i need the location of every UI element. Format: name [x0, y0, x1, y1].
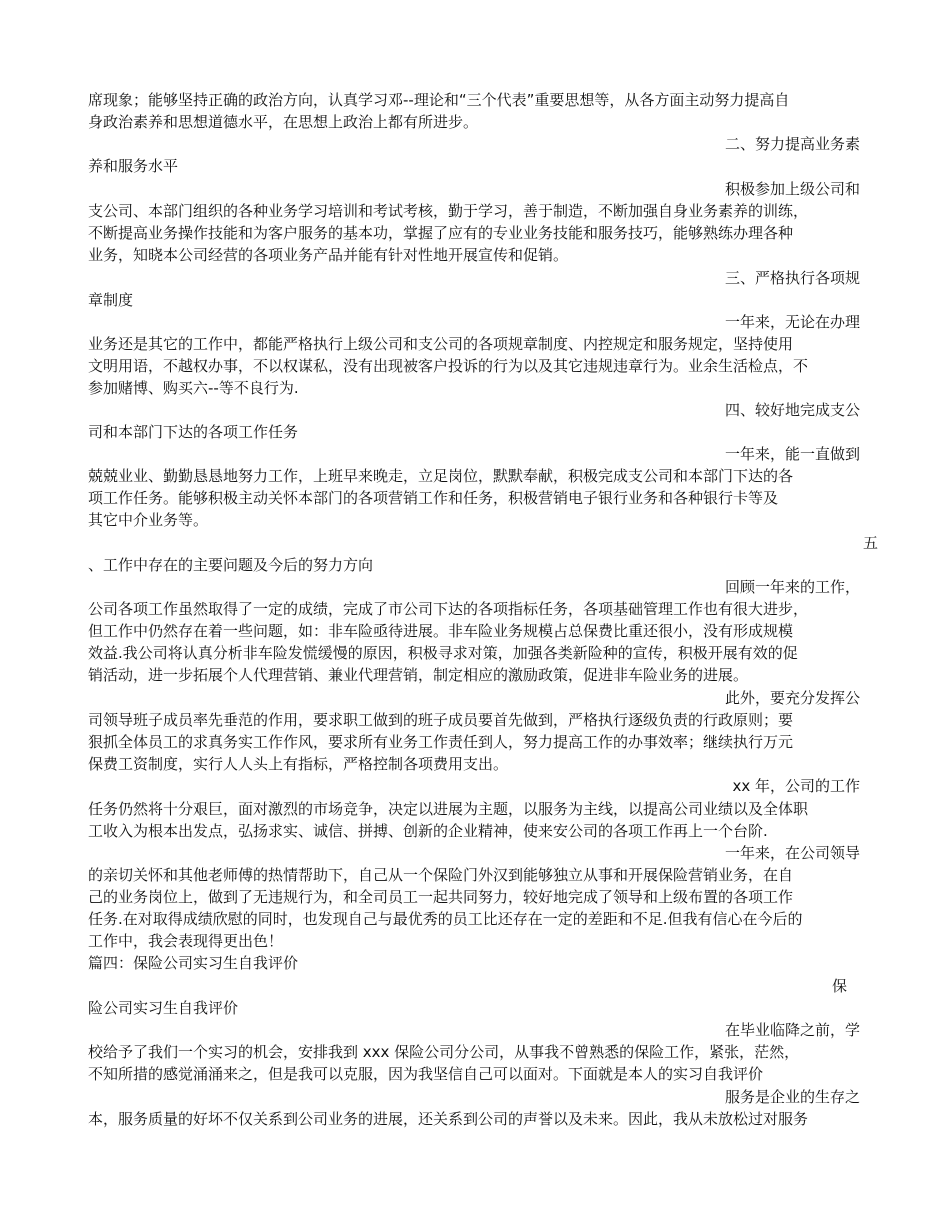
text-line: 身政治素养和思想道德水平，在思想上政治上都有所进步。 — [88, 113, 479, 131]
text-line: 一年来，在公司领导 — [724, 844, 860, 862]
text-line: 的亲切关怀和其他老师傅的热情帮助下，自己从一个保险门外汉到能够独立从事和开展保险营销业务，在自 — [88, 866, 794, 884]
text-line: 保费工资制度，实行人人头上有指标，严格控制各项费用支出。 — [88, 755, 509, 773]
text-line: 服务是企业的生存之 — [724, 1088, 860, 1106]
text-line: 支公司、本部门组织的各种业务学习培训和考试考核，勤于学习，善于制造，不断加强自身业务素养的训练， — [88, 202, 809, 220]
text-line: 业务，知晓本公司经营的各项业务产品并能有针对性地开展宣传和促销。 — [88, 246, 569, 264]
text-line: 任务.在对取得成绩欣慰的同时，也发现自己与最优秀的员工比还存在一定的差距和不足.但我有信心在今后的 — [88, 910, 803, 928]
section-heading: 章制度 — [88, 291, 134, 309]
text-line: 业务还是其它的工作中，都能严格执行上级公司和支公司的各项规章制度、内控规定和服务规定，坚持使用 — [88, 335, 794, 353]
text-line: 参加赌博、购买六--等不良行为. — [88, 379, 299, 397]
text-line: 不断提高业务操作技能和为客户服务的基本功，掌握了应有的专业业务技能和服务技巧，能够熟练办理各种 — [88, 224, 794, 242]
text-line: 己的业务岗位上，做到了无违规行为，和全司员工一起共同努力，较好地完成了领导和上级布置的各项工作 — [88, 888, 794, 906]
section-heading: 四、较好地完成支公 — [724, 401, 860, 419]
section-heading: 养和服务水平 — [88, 157, 179, 175]
section-heading: 二、努力提高业务素 — [724, 135, 860, 153]
section-heading: 司和本部门下达的各项工作任务 — [88, 423, 299, 441]
text-line: 一年来，能一直做到 — [724, 445, 860, 463]
text-line: 效益.我公司将认真分析非车险发慌缓慢的原因，积极寻求对策，加强各类新险种的宣传，积极开展有效的促 — [88, 644, 798, 662]
text-line: 此外，要充分发挥公 — [724, 689, 860, 707]
section-heading: 五 — [862, 534, 878, 552]
text-line: 工作中，我会表现得更出色！ — [88, 932, 284, 950]
text-line: 不知所措的感觉涌涌来之，但是我可以克服，因为我坚信自己可以面对。下面就是本人的实习自我评价 — [88, 1065, 764, 1083]
text-line: 工收入为根本出发点，弘扬求实、诚信、拼搏、创新的企业精神，使来安公司的各项工作再上一个台阶. — [88, 822, 768, 840]
text-line: 本，服务质量的好坏不仅关系到公司业务的进展，还关系到公司的声誉以及未来。因此，我从未放松过对服务 — [88, 1110, 809, 1128]
text-line: 积极参加上级公司和 — [724, 180, 860, 198]
article-title: 保 — [831, 977, 847, 995]
text-line: 一年来，无论在办理 — [724, 313, 860, 331]
text-line: xx 年，公司的工作 — [732, 777, 860, 795]
article-title: 险公司实习生自我评价 — [88, 999, 239, 1017]
text-line: 回顾一年来的工作， — [724, 578, 860, 596]
text-line: 狠抓全体员工的求真务实工作作风，要求所有业务工作责任到人，努力提高工作的办事效率；继续执行万元 — [88, 733, 794, 751]
text-line: 校给予了我们一个实习的机会，安排我到 xxx 保险公司分公司，从事我不曾熟悉的保险工作，紧张，茫然， — [88, 1043, 800, 1061]
text-line: 项工作任务。能够积极主动关怀本部门的各项营销工作和任务，积极营销电子银行业务和各种银行卡等及 — [88, 489, 779, 507]
text-line: 在毕业临降之前，学 — [724, 1021, 860, 1039]
section-heading: 、工作中存在的主要问题及今后的努力方向 — [88, 556, 374, 574]
text-line: 文明用语，不越权办事，不以权谋私，没有出现被客户投诉的行为以及其它违规违章行为。业余生活检点，不 — [88, 357, 809, 375]
text-line: 任务仍然将十分艰巨，面对激烈的市场竞争，决定以进展为主题，以服务为主线，以提高公司业绩以及全体职 — [88, 800, 809, 818]
section-heading: 三、严格执行各项规 — [724, 269, 860, 287]
text-line: 席现象；能够坚持正确的政治方向，认真学习邓--理论和“三个代表”重要思想等，从各方面主动努力提高自 — [88, 91, 790, 109]
text-line: 其它中介业务等。 — [88, 511, 209, 529]
text-line: 但工作中仍然存在着一些问题，如：非车险亟待进展。非车险业务规模占总保费比重还很小，没有形成规模 — [88, 622, 794, 640]
text-line: 兢兢业业、勤勤恳恳地努力工作，上班早来晚走，立足岗位，默默奉献，积极完成支公司和本部门下达的各 — [88, 467, 794, 485]
article-title: 篇四：保险公司实习生自我评价 — [88, 954, 299, 972]
text-line: 销活动，进一步拓展个人代理营销、兼业代理营销，制定相应的激励政策，促进非车险业务的进展。 — [88, 666, 749, 684]
text-line: 司领导班子成员率先垂范的作用，要求职工做到的班子成员要首先做到，严格执行逐级负责的行政原则；要 — [88, 711, 794, 729]
text-line: 公司各项工作虽然取得了一定的成绩，完成了市公司下达的各项指标任务，各项基础管理工作也有很大进步， — [88, 600, 809, 618]
